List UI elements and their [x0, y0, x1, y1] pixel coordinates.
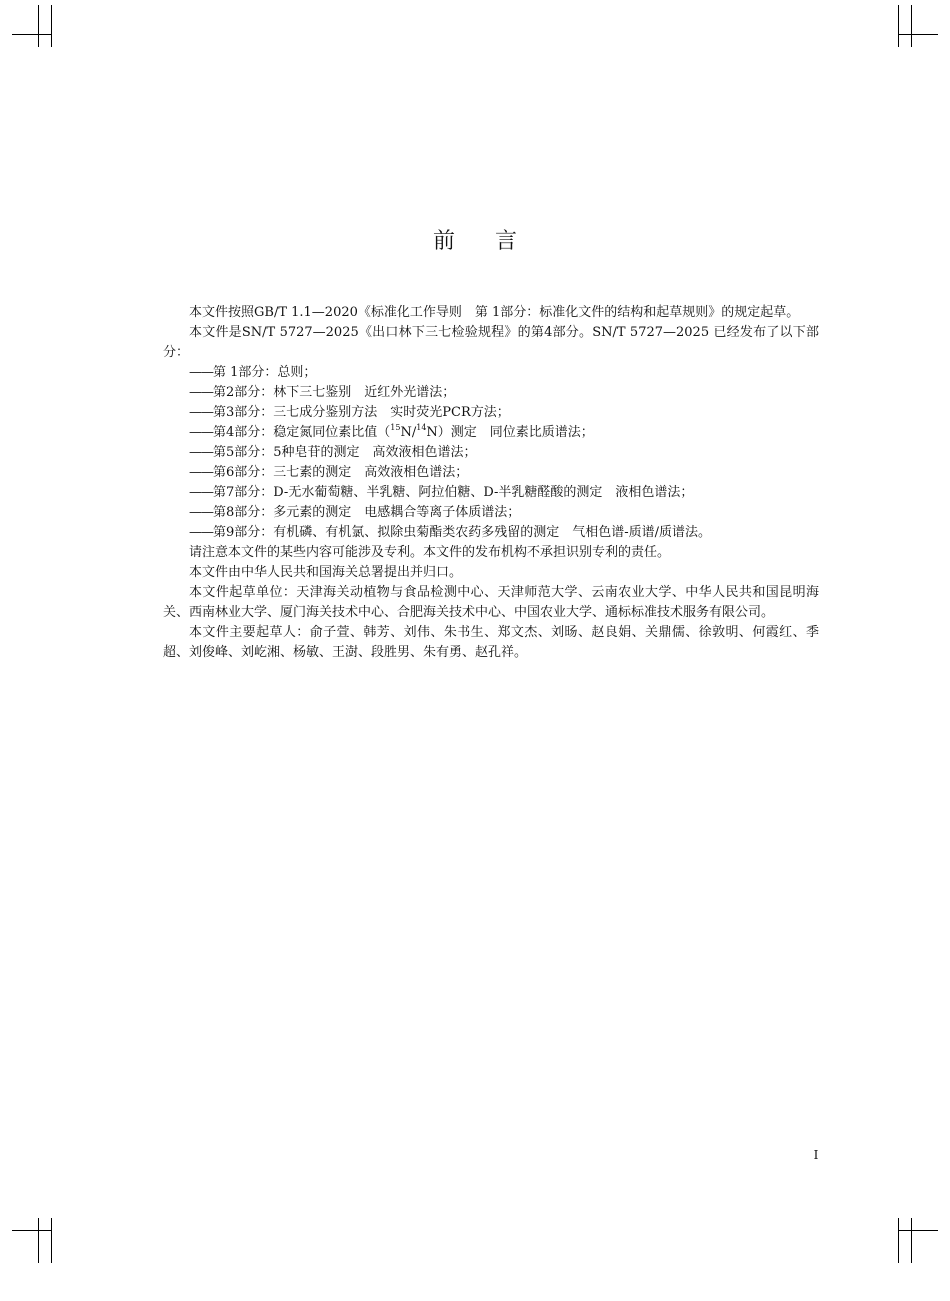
list-item: ——第7部分：D-无水葡萄糖、半乳糖、阿拉伯糖、D-半乳糖醛酸的测定 液相色谱法；	[189, 485, 694, 500]
page-number: I	[813, 1148, 819, 1162]
foreword-body	[163, 303, 819, 663]
parts-list	[163, 363, 819, 543]
list-item: ——第4部分：稳定氮同位素比值（$^{15}$N/$^{14}$N）测定 同位素比质谱法；	[189, 423, 594, 440]
list-item: ——第 1部分：总则；	[189, 365, 317, 380]
list-item: ——第8部分：多元素的测定 电感耦合等离子体质谱法；	[189, 505, 521, 520]
superscript-15: 15	[390, 423, 401, 432]
paragraph-drafting-basis: 本文件按照GB/T 1.1—2020《标准化工作导则 第 1部分：标准化文件的结构和起草规则》的规定起草。	[189, 305, 800, 320]
list-item: ——第9部分：有机磷、有机氯、拟除虫菊酯类农药多残留的测定 气相色谱-质谱/质谱法。	[189, 525, 712, 540]
paragraph-part-statement: 本文件是SN/T 5727—2025《出口林下三七检验规程》的第4部分。SN/T 5727—2025 已经发布了以下部分：	[163, 325, 819, 360]
list-item: ——第5部分：5种皂苷的测定 高效液相色谱法；	[189, 445, 477, 460]
paragraph-patent-notice: 请注意本文件的某些内容可能涉及专利。本文件的发布机构不承担识别专利的责任。	[189, 545, 671, 560]
superscript-14: 14	[416, 423, 427, 432]
list-item: ——第3部分：三七成分鉴别方法 实时荧光PCR方法；	[189, 405, 510, 420]
list-item: ——第6部分：三七素的测定 高效液相色谱法；	[189, 465, 469, 480]
page-title	[0, 224, 950, 255]
title-char-2: 言	[495, 229, 518, 254]
paragraph-drafting-units: 本文件起草单位：天津海关动植物与食品检测中心、天津师范大学、云南农业大学、中华人民共和国昆明海关、西南林业大学、厦门海关技术中心、合肥海关技术中心、中国农业大学、通标标准技术服务有限公司。	[163, 585, 819, 620]
paragraph-drafters: 本文件主要起草人：俞子萱、韩芳、刘伟、朱书生、郑文杰、刘旸、赵良娟、关鼎儒、徐敦明、何霞红、季超、刘俊峰、刘屹湘、杨敏、王澍、段胜男、朱有勇、赵孔祥。	[163, 625, 819, 660]
list-item: ——第2部分：林下三七鉴别 近红外光谱法；	[189, 385, 456, 400]
title-char-1: 前	[432, 229, 455, 254]
paragraph-proposer: 本文件由中华人民共和国海关总署提出并归口。	[189, 565, 463, 580]
